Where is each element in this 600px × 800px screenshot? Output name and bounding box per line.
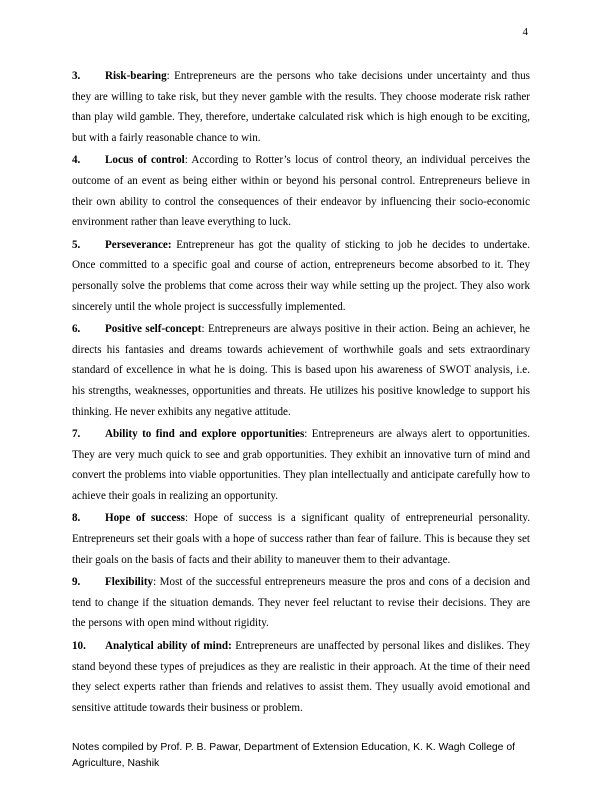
item-number: 6. xyxy=(72,323,81,336)
list-item-hope-of-success xyxy=(72,508,530,570)
item-text: Most of the successful entrepreneurs measure the pros and cons of a decision and tend to change if the situation demands. They never feel reluctant to revise their decisions. They are the persons with open mind without rigidity. xyxy=(72,576,530,630)
item-heading: Ability to find and explore opportunities xyxy=(105,428,305,441)
item-separator: : xyxy=(166,70,170,82)
item-heading: Locus of control xyxy=(105,154,185,167)
list-item-flexibility xyxy=(72,572,530,634)
item-heading: Risk-bearing xyxy=(105,70,167,82)
page-number: 4 xyxy=(522,26,528,38)
item-number: 3. xyxy=(72,70,81,82)
list-item-risk-bearing xyxy=(72,66,530,148)
item-text: Entrepreneurs are always positive in their action. Being an achiever, he directs his fantasies and dreams towards achievement of worthwhile goals and sets extraordinary standard of excellence in what he is doing. This is based upon his awareness of SWOT analysis, i.e. his strengths, weaknesses, opportunities and threats. He utilizes his positive knowledge to support his thinking. He never exhibits any negative attitude. xyxy=(72,323,530,418)
list-item-locus-of-control xyxy=(72,150,530,232)
list-item-positive-self-concept xyxy=(72,319,530,422)
item-heading: Positive self-concept xyxy=(105,323,202,336)
item-text: According to Rotter’s locus of control theory, an individual perceives the outcome of an event as being either within or beyond his personal control. Entrepreneurs believe in their own ability to control the consequences of their endeavor by influencing their socio-economic environment rather than leave everything to luck. xyxy=(72,154,530,229)
item-separator: : xyxy=(184,154,188,167)
item-separator: : xyxy=(153,576,157,589)
item-text: Entrepreneur has got the quality of sticking to job he decides to undertake. Once committed to a specific goal and course of action, entrepreneurs become absorbed to it. They personally solve the problems that come across their way while setting up the project. They also work sincerely until the whole project is successfully implemented. xyxy=(72,238,530,313)
item-heading: Flexibility xyxy=(105,576,154,589)
item-separator: : xyxy=(304,428,308,441)
item-text: Entrepreneurs are always alert to opportunities. They are very much quick to see and grab opportunities. They exhibit an innovative turn of mind and convert the problems into viable opportunities. They plan intellectually and anticipate carefully how to achieve their goals in realizing an opportunity. xyxy=(72,428,530,502)
item-heading: Hope of success xyxy=(105,512,185,525)
list-item-perseverance xyxy=(72,235,530,317)
item-separator: : xyxy=(184,512,189,525)
item-text: Entrepreneurs are unaffected by personal likes and dislikes. They stand beyond these types of prejudices as they are realistic in their approach. At the time of their need they select experts rather than friends and relatives to assist them. They usually avoid emotional and sensitive attitude towards their business or problem. xyxy=(72,640,530,714)
item-number: 5. xyxy=(72,238,81,251)
item-text: Entrepreneurs are the persons who take decisions under uncertainty and thus they are willing to take risk, but they never gamble with the results. They choose moderate risk rather than play wild gamble. They, therefore, undertake calculated risk which is high enough to be exciting, but with a fairly reasonable chance to win. xyxy=(72,70,530,144)
item-heading: Analytical ability of mind: xyxy=(105,640,232,653)
item-number: 4. xyxy=(72,154,81,167)
item-number: 8. xyxy=(72,512,81,525)
list-item-find-opportunities xyxy=(72,424,530,506)
item-number: 7. xyxy=(72,428,81,441)
page-footer: Notes compiled by Prof. P. B. Pawar, Department of Extension Education, K. K. Wagh College of Agriculture, Nashik xyxy=(72,742,515,769)
item-separator: : xyxy=(201,323,205,336)
document-body xyxy=(72,66,530,720)
item-number: 9. xyxy=(72,576,81,589)
list-item-analytical-ability xyxy=(72,636,530,718)
item-heading: Perseverance: xyxy=(105,238,172,251)
item-number: 10. xyxy=(72,640,86,653)
item-text: Hope of success is a significant quality of entrepreneurial personality. Entrepreneurs set their goals with a hope of success rather than fear of failure. This is because they set their goals on the basis of facts and their ability to maneuver them to their advantage. xyxy=(72,512,530,566)
